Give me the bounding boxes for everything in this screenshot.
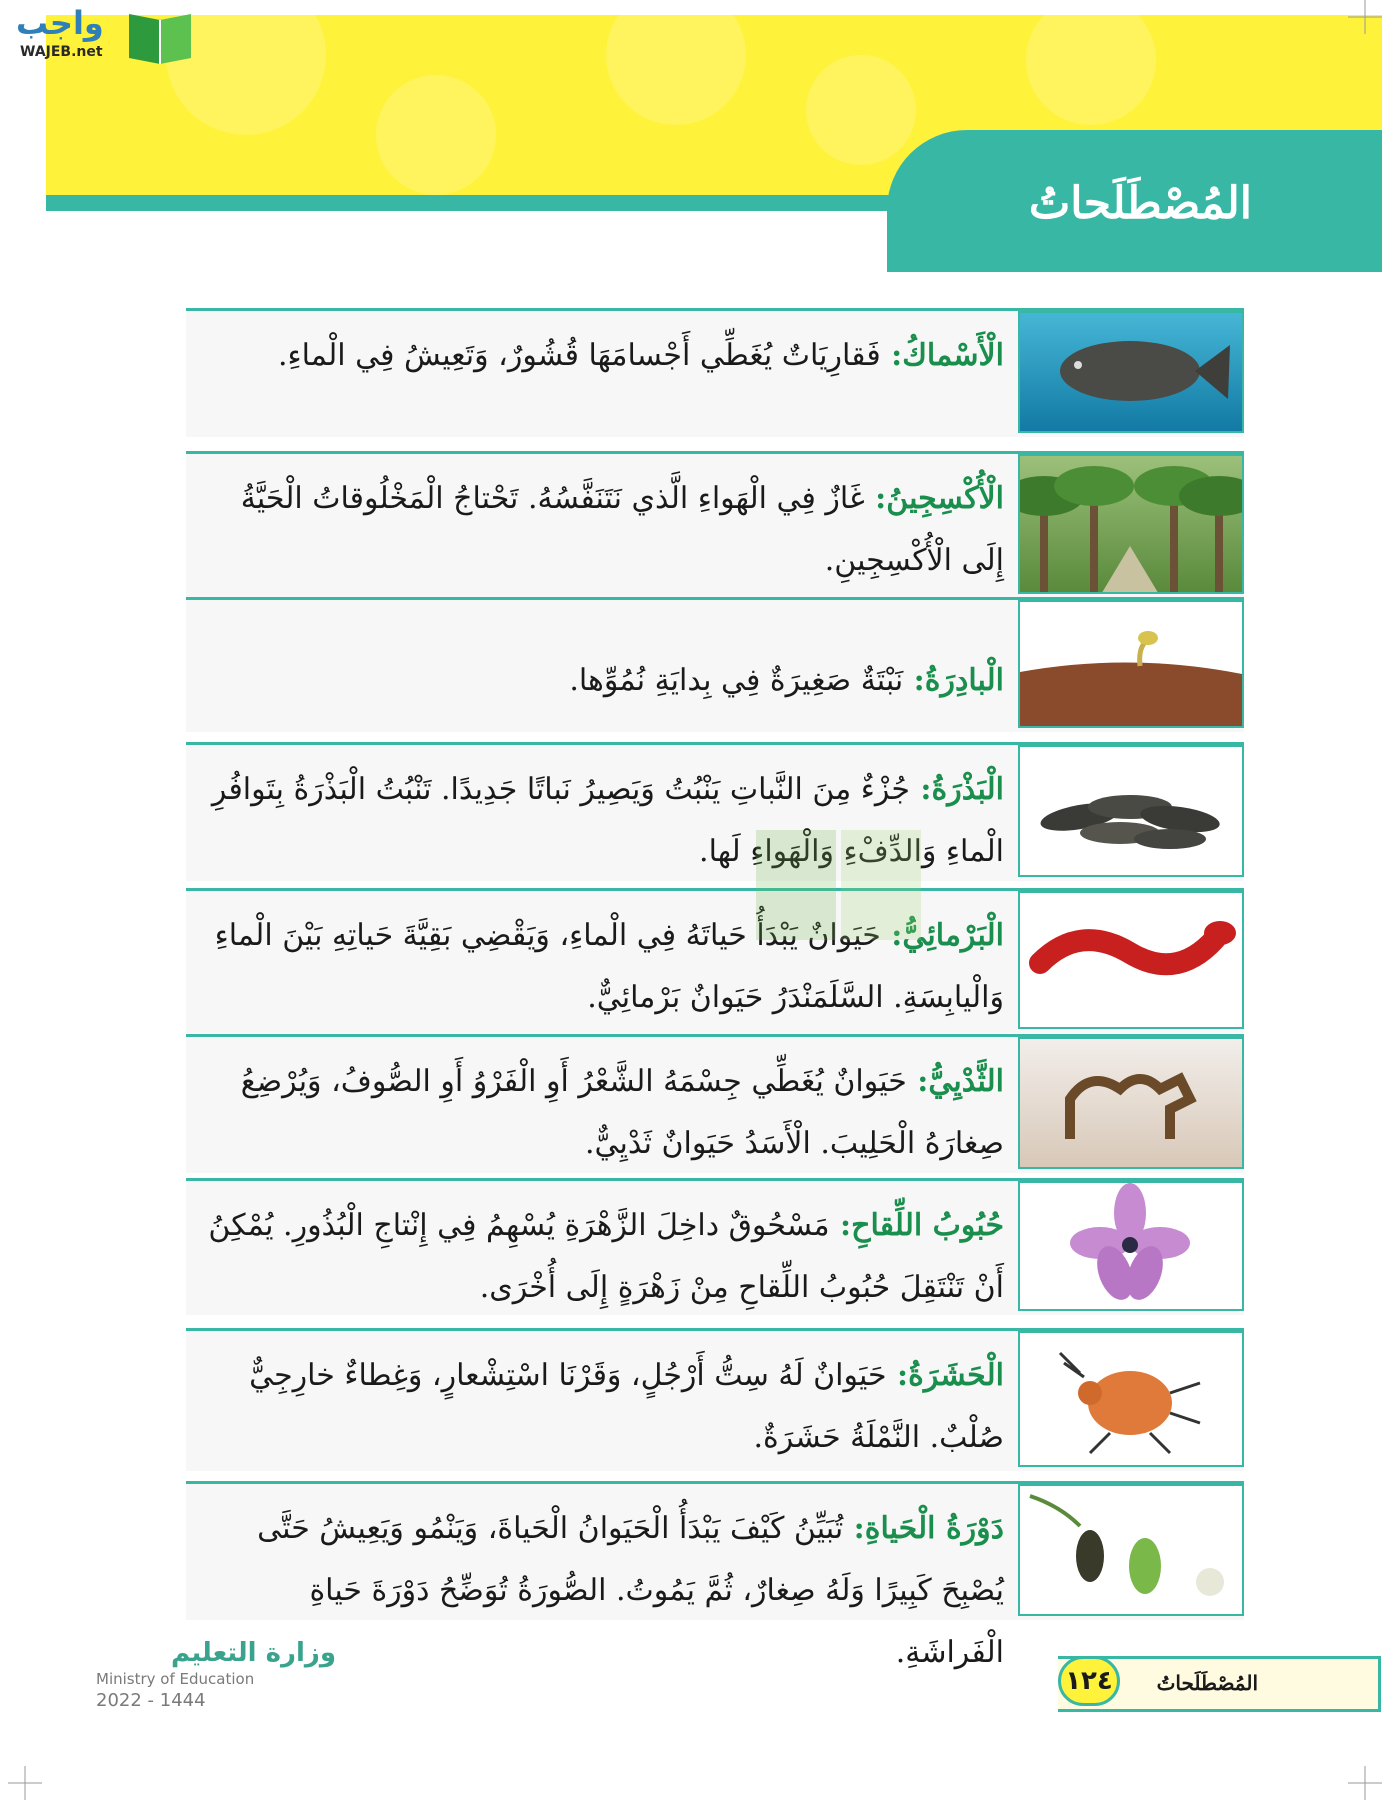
glossary-entry: دَوْرَةُ الْحَياةِ: تُبَيِّنُ كَيْفَ يَبْدَأُ الْحَيَوانُ الْحَياةَ، وَيَنْمُو وَيَعِيشُ حَتَّى يُصْبِحَ كَبِيرًا وَلَهُ صِغارٌ، ثُمَّ يَمُوتُ. الصُّورَةُ تُوَضِّحُ دَوْرَةَ حَياةِ الْفَراشَةِ. <box>186 1481 1244 1620</box>
edition-year: 2022 - 1444 <box>96 1690 206 1711</box>
seeds-image <box>1018 745 1244 877</box>
entry-definition: غَازٌ فِي الْهَواءِ الَّذي نَتَنَفَّسُهُ. تَحْتاجُ الْمَخْلُوقاتُ الْحَيَّةُ إِلَى الْأُكْسِجِينِ. <box>240 481 1004 578</box>
entry-term: الثَّدْيِيُّ <box>928 1064 1004 1099</box>
entry-definition: حَيَوانٌ يَبْدَأُ حَياتَهُ فِي الْماءِ، وَيَقْضِي بَقِيَّةَ حَياتِهِ بَيْنَ الْماءِ وَالْيابِسَةِ. السَّلَمَنْدَرُ حَيَوانٌ بَرْمائِيٌّ. <box>214 918 1004 1015</box>
entry-term: الْبَرْمائِيُّ <box>902 918 1004 953</box>
salamander-image <box>1018 891 1244 1029</box>
glossary-entry: الْبَذْرَةُ: جُزْءٌ مِنَ النَّباتِ يَنْبُتُ وَيَصِيرُ نَباتًا جَدِيدًا. تَنْبُتُ الْبَذْرَةُ بِتَوافُرِ الْماءِ وَالدِّفْءِ وَالْهَواءِ لَها. <box>186 742 1244 881</box>
glossary-entry: الْأَسْماكُ: فَقارِيَاتٌ يُغَطِّي أَجْسامَهَا قُشُورٌ، وَتَعِيشُ فِي الْماءِ. <box>186 308 1244 437</box>
entry-term: الْأُكْسِجِينُ <box>886 481 1004 516</box>
glossary-entry: حُبُوبُ اللِّقاحِ: مَسْحُوقٌ داخِلَ الزَّهْرَةِ يُسْهِمُ فِي إِنْتاجِ الْبُذُورِ. يُمْكِنُ أَنْ تَنْتَقِلَ حُبُوبُ اللِّقاحِ مِنْ زَهْرَةٍ إِلَى أُخْرَى. <box>186 1178 1244 1315</box>
registration-mark-icon <box>8 1766 42 1800</box>
title-tab <box>887 130 1382 272</box>
entry-definition: تُبَيِّنُ كَيْفَ يَبْدَأُ الْحَيَوانُ الْحَياةَ، وَيَنْمُو وَيَعِيشُ حَتَّى يُصْبِحَ كَبِيرًا وَلَهُ صِغارٌ، ثُمَّ يَمُوتُ. الصُّورَةُ تُوَضِّحُ دَوْرَةَ حَياةِ الْفَراشَةِ. <box>257 1511 1004 1670</box>
entry-definition: حَيَوانٌ لَهُ سِتُّ أَرْجُلٍ، وَقَرْنَا اسْتِشْعارٍ، وَغِطاءٌ خارِجِيٌّ صُلْبٌ. النَّمْلَةُ حَشَرَةٌ. <box>249 1358 1004 1455</box>
glossary-entry: الْأُكْسِجِينُ: غَازٌ فِي الْهَواءِ الَّذي نَتَنَفَّسُهُ. تَحْتاجُ الْمَخْلُوقاتُ الْحَيَّةُ إِلَى الْأُكْسِجِينِ. <box>186 451 1244 598</box>
wajeb-logo[interactable] <box>10 4 190 68</box>
registration-mark-icon <box>1348 0 1382 34</box>
footer-section-label: المُصْطَلَحاتُ <box>1156 1671 1258 1695</box>
camel-icon <box>1020 1039 1242 1169</box>
glossary-entry: الْحَشَرَةُ: حَيَوانٌ لَهُ سِتُّ أَرْجُلٍ، وَقَرْنَا اسْتِشْعارٍ، وَغِطاءٌ خارِجِيٌّ صُلْبٌ. النَّمْلَةُ حَشَرَةٌ. <box>186 1328 1244 1471</box>
ministry-name-en: Ministry of Education <box>96 1670 255 1688</box>
entry-term: الْأَسْماكُ <box>902 338 1004 373</box>
logo-word: واجب <box>16 4 104 42</box>
registration-mark-icon <box>1348 1766 1382 1800</box>
flower-image <box>1018 1181 1244 1311</box>
ministry-logo <box>96 1638 336 1711</box>
seedling-image <box>1018 600 1244 728</box>
entry-term: الْبَذْرَةُ <box>931 772 1004 807</box>
palm-trees-image <box>1018 454 1244 594</box>
insect-icon <box>1020 1333 1242 1467</box>
book-icon <box>125 10 195 66</box>
entry-definition: حَيَوانٌ يُغَطِّي جِسْمَهُ الشَّعْرُ أَوِ الْفَرْوُ أَوِ الصُّوفُ، وَيُرْضِعُ صِغارَهُ الْحَلِيبَ. الْأَسَدُ حَيَوانٌ ثَدْيِيٌّ. <box>240 1064 1004 1161</box>
fish-icon <box>1020 313 1242 431</box>
logo-domain: WAJEB.net <box>20 44 103 60</box>
butterfly-lifecycle-image <box>1018 1484 1244 1616</box>
salamander-icon <box>1020 893 1242 1029</box>
seedling-icon <box>1020 602 1242 728</box>
entry-term: الْبادِرَةُ <box>924 663 1004 698</box>
fish-image <box>1018 311 1244 433</box>
entry-definition: نَبْتَةٌ صَغِيرَةٌ فِي بِدايَةِ نُمُوِّها. <box>569 663 904 698</box>
entry-definition: مَسْحُوقٌ داخِلَ الزَّهْرَةِ يُسْهِمُ فِي إِنْتاجِ الْبُذُورِ. يُمْكِنُ أَنْ تَنْتَقِلَ حُبُوبُ اللِّقاحِ مِنْ زَهْرَةٍ إِلَى أُخْرَى. <box>208 1208 1004 1305</box>
seeds-icon <box>1020 747 1242 877</box>
camels-image <box>1018 1037 1244 1169</box>
glossary-entry: الْبادِرَةُ: نَبْتَةٌ صَغِيرَةٌ فِي بِدايَةِ نُمُوِّها. <box>186 597 1244 732</box>
palm-trees-icon <box>1020 456 1242 594</box>
glossary-entry: الْبَرْمائِيُّ: حَيَوانٌ يَبْدَأُ حَياتَهُ فِي الْماءِ، وَيَقْضِي بَقِيَّةَ حَياتِهِ بَيْنَ الْماءِ وَالْيابِسَةِ. السَّلَمَنْدَرُ حَيَوانٌ بَرْمائِيٌّ. <box>186 888 1244 1033</box>
glossary-entry: الثَّدْيِيُّ: حَيَوانٌ يُغَطِّي جِسْمَهُ الشَّعْرُ أَوِ الْفَرْوُ أَوِ الصُّوفُ، وَيُرْضِعُ صِغارَهُ الْحَلِيبَ. الْأَسَدُ حَيَوانٌ ثَدْيِيٌّ. <box>186 1034 1244 1173</box>
entry-term: دَوْرَةُ الْحَياةِ <box>864 1511 1004 1546</box>
lifecycle-icon <box>1020 1486 1242 1616</box>
ministry-name-ar: وزارة التعليم <box>171 1638 336 1668</box>
entry-definition: فَقارِيَاتٌ يُغَطِّي أَجْسامَهَا قُشُورٌ، وَتَعِيشُ فِي الْماءِ. <box>277 338 881 373</box>
flower-icon <box>1020 1183 1242 1311</box>
insect-image <box>1018 1331 1244 1467</box>
entry-term: الْحَشَرَةُ <box>908 1358 1004 1393</box>
page-number: ١٢٤ <box>1058 1656 1120 1706</box>
page-title: المُصْطَلَحاتُ <box>1028 178 1252 229</box>
entry-term: حُبُوبُ اللِّقاحِ <box>851 1208 1004 1243</box>
entry-definition: جُزْءٌ مِنَ النَّباتِ يَنْبُتُ وَيَصِيرُ نَباتًا جَدِيدًا. تَنْبُتُ الْبَذْرَةُ بِتَوافُرِ الْماءِ وَالدِّفْءِ وَالْهَواءِ لَها. <box>211 772 1004 869</box>
